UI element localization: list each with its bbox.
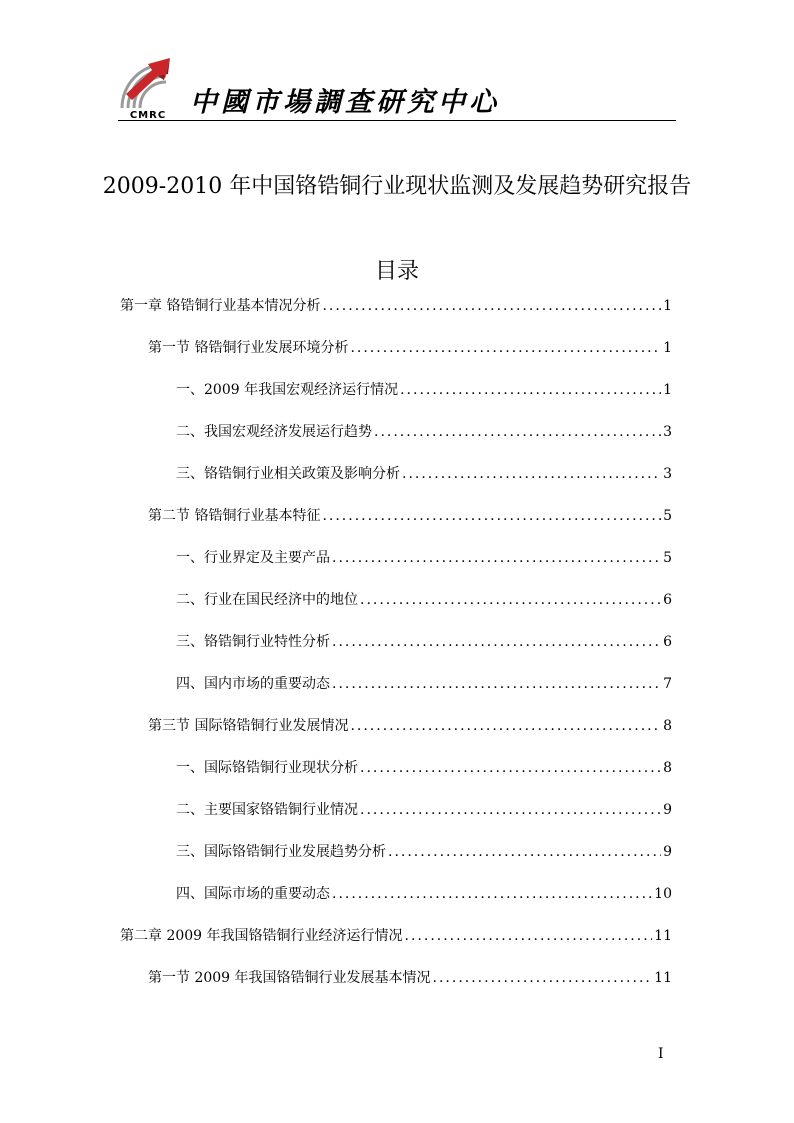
toc-entry-page: 11 xyxy=(654,970,672,986)
toc-entry[interactable] xyxy=(148,714,672,736)
toc-entry-page: 6 xyxy=(663,634,672,650)
toc-entry-page: 10 xyxy=(654,886,672,902)
toc-entry-page: 8 xyxy=(663,718,672,734)
toc-entry-page: 3 xyxy=(663,466,672,482)
toc-leader-dots xyxy=(388,842,661,862)
toc-entry[interactable] xyxy=(176,756,672,778)
toc-entry-page: 1 xyxy=(663,382,672,398)
toc-leader-dots xyxy=(322,506,661,526)
toc-leader-dots xyxy=(332,632,661,652)
toc-entry[interactable] xyxy=(176,378,672,400)
toc-entry-label: 一、行业界定及主要产品 xyxy=(176,550,330,566)
toc-leader-dots xyxy=(402,464,661,484)
toc-entry-page: 5 xyxy=(663,550,672,566)
toc-entry-label: 三、铬锆铜行业特性分析 xyxy=(176,634,330,650)
toc-entry-label: 二、行业在国民经济中的地位 xyxy=(176,592,358,608)
toc-leader-dots xyxy=(332,674,661,694)
toc-entry-label: 一、2009 年我国宏观经济运行情况 xyxy=(176,382,399,398)
toc-leader-dots xyxy=(332,548,661,568)
toc-entry-label: 第二节 铬锆铜行业基本特征 xyxy=(148,508,321,524)
toc-leader-dots xyxy=(433,968,653,988)
cmrc-logo xyxy=(118,54,178,120)
toc-leader-dots xyxy=(360,800,661,820)
toc-entry[interactable] xyxy=(176,462,672,484)
toc-heading: 目录 xyxy=(374,259,419,284)
toc-entry-page: 3 xyxy=(663,424,672,440)
toc-leader-dots xyxy=(360,758,661,778)
toc-entry-page: 11 xyxy=(654,928,672,944)
toc-entry-page: 5 xyxy=(663,508,672,524)
toc-entry-label: 第三节 国际铬锆铜行业发展情况 xyxy=(148,718,349,734)
toc-leader-dots xyxy=(400,380,661,400)
toc-entry-label: 二、主要国家铬锆铜行业情况 xyxy=(176,802,358,818)
toc-entry-page: 1 xyxy=(663,340,672,356)
toc-leader-dots xyxy=(322,296,661,316)
toc-entry-label: 三、国际铬锆铜行业发展趋势分析 xyxy=(176,844,386,860)
toc-entry-label: 第一节 铬锆铜行业发展环境分析 xyxy=(148,340,349,356)
toc-entry-page: 7 xyxy=(663,676,672,692)
toc-entry-page: 8 xyxy=(663,760,672,776)
toc-leader-dots xyxy=(405,926,653,946)
toc-leader-dots xyxy=(350,338,661,358)
toc-entry-label: 三、铬锆铜行业相关政策及影响分析 xyxy=(176,466,400,482)
toc-entry[interactable] xyxy=(120,924,672,946)
toc-leader-dots xyxy=(332,884,652,904)
toc-entry-label: 第一节 2009 年我国铬锆铜行业发展基本情况 xyxy=(148,970,431,986)
toc-entry-label: 第二章 2009 年我国铬锆铜行业经济运行情况 xyxy=(120,928,403,944)
toc-entry-page: 1 xyxy=(663,298,672,314)
toc-entry-label: 二、我国宏观经济发展运行趋势 xyxy=(176,424,372,440)
toc-entry[interactable] xyxy=(148,336,672,358)
toc-entry[interactable] xyxy=(176,672,672,694)
toc-entry[interactable] xyxy=(148,504,672,526)
toc-entry[interactable] xyxy=(176,840,672,862)
toc-entry-label: 四、国际市场的重要动态 xyxy=(176,886,330,902)
cmrc-logo-mark-icon xyxy=(118,54,178,110)
document-title: 2009-2010 年中国铬锆铜行业现状监测及发展趋势研究报告 xyxy=(102,174,692,199)
toc-leader-dots xyxy=(374,422,661,442)
logo-text: CMRC xyxy=(129,110,167,121)
toc-entry-page: 9 xyxy=(663,802,672,818)
toc-entry[interactable] xyxy=(176,420,672,442)
toc-entry-page: 9 xyxy=(663,844,672,860)
toc-entry-label: 第一章 铬锆铜行业基本情况分析 xyxy=(120,298,321,314)
toc-entry[interactable] xyxy=(176,588,672,610)
page-number: I xyxy=(658,1046,664,1062)
toc-entry[interactable] xyxy=(148,966,672,988)
toc-leader-dots xyxy=(360,590,661,610)
toc-entry[interactable] xyxy=(176,882,672,904)
toc-entry[interactable] xyxy=(176,798,672,820)
toc-entry-label: 四、国内市场的重要动态 xyxy=(176,676,330,692)
toc-entry-label: 一、国际铬锆铜行业现状分析 xyxy=(176,760,358,776)
document-header xyxy=(118,52,676,122)
toc-entry[interactable] xyxy=(120,294,672,316)
toc-entry-page: 6 xyxy=(663,592,672,608)
toc-entry[interactable] xyxy=(176,630,672,652)
toc-entry[interactable] xyxy=(176,546,672,568)
organization-name: 中國市場調查研究中心 xyxy=(190,87,500,118)
toc-leader-dots xyxy=(350,716,661,736)
header-divider xyxy=(118,120,676,121)
